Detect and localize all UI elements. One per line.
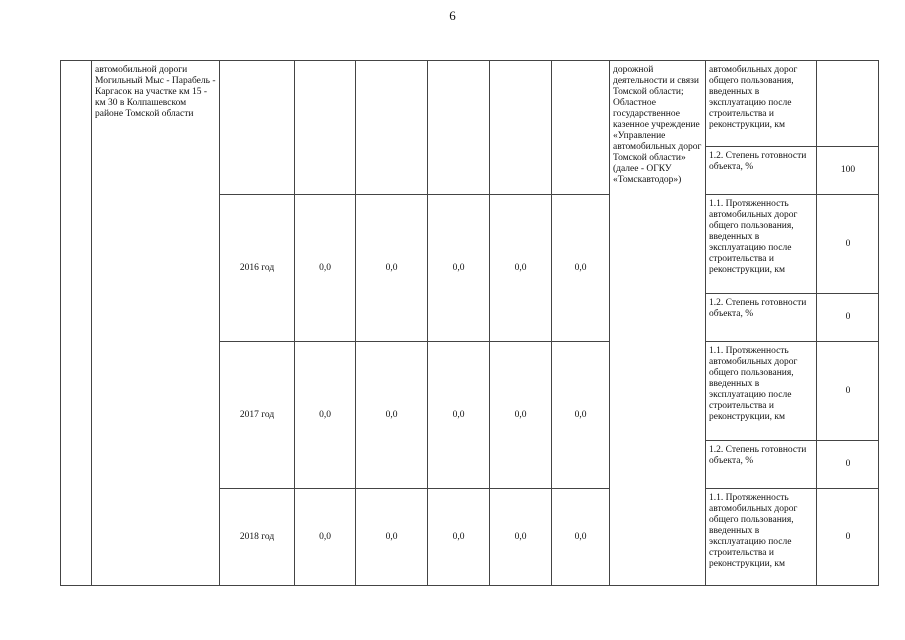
value: 0,0	[319, 532, 331, 542]
program-table	[60, 60, 879, 586]
indicator-value: 0	[845, 238, 851, 249]
value-cell	[489, 488, 551, 586]
indicator-value: 100	[840, 165, 856, 175]
indicator-value-cell	[816, 293, 879, 341]
indicator-label: 1.2. Степень готовности объекта, %	[709, 298, 807, 319]
value-cell	[355, 488, 427, 586]
value-cell	[355, 194, 427, 341]
responsible-text: дорожной деятельности и связи Томской области; Областное государственное казенное учреждение «Управление автомобильных дорог Томской области» (далее - ОГКУ «Томскавтодор»)	[613, 65, 702, 185]
value-cell-continued	[551, 60, 609, 194]
value: 0,0	[574, 262, 587, 273]
value-cell	[294, 194, 355, 341]
value: 0,0	[514, 409, 527, 420]
value: 0,0	[319, 409, 331, 420]
year-label: 2016 год	[239, 262, 275, 273]
indicator-label-cell	[705, 293, 816, 341]
value-cell	[294, 488, 355, 586]
indicator-value-cell	[816, 146, 879, 194]
value: 0,0	[452, 262, 465, 273]
value-cell-continued	[489, 60, 551, 194]
year-cell-continued	[219, 60, 294, 194]
value: 0,0	[452, 409, 465, 420]
indicator-label-cell	[705, 60, 816, 146]
value-cell-continued	[294, 60, 355, 194]
value: 0,0	[574, 532, 587, 542]
value: 0,0	[574, 409, 587, 420]
value: 0,0	[319, 262, 331, 273]
responsible-cell	[609, 60, 705, 586]
indicator-label: 1.1. Протяженность автомобильных дорог общего пользования, введенных в эксплуатацию после строительства и реконструкции, км	[709, 199, 798, 275]
year-label: 2018 год	[239, 532, 275, 542]
year-cell	[219, 194, 294, 341]
indicator-value-cell	[816, 60, 879, 146]
value-cell	[551, 488, 609, 586]
year-label: 2017 год	[239, 409, 275, 420]
object-name-cell	[91, 60, 219, 586]
indicator-value-cell	[816, 194, 879, 293]
indicator-value-cell	[816, 341, 879, 440]
value-cell	[551, 194, 609, 341]
indicator-value-cell	[816, 488, 879, 586]
indicator-label: 1.1. Протяженность автомобильных дорог общего пользования, введенных в эксплуатацию после строительства и реконструкции, км	[709, 493, 798, 569]
row-number-cell	[60, 60, 91, 586]
value-cell	[489, 341, 551, 488]
value-cell	[427, 194, 489, 341]
indicator-label-cell	[705, 341, 816, 440]
indicator-value: 0	[845, 312, 851, 322]
indicator-value: 0	[845, 385, 851, 396]
indicator-label: 1.2. Степень готовности объекта, %	[709, 151, 807, 172]
indicator-label-cell	[705, 440, 816, 488]
value: 0,0	[514, 532, 527, 542]
value-cell	[489, 194, 551, 341]
page-number: 6	[449, 8, 456, 23]
indicator-label: 1.2. Степень готовности объекта, %	[709, 445, 807, 466]
object-name: автомобильной дороги Могильный Мыс - Парабель - Каргасок на участке км 15 - км 30 в Колпашевском районе Томской области	[95, 65, 216, 119]
indicator-label-cell	[705, 146, 816, 194]
value: 0,0	[514, 262, 527, 273]
value-cell	[427, 488, 489, 586]
year-cell	[219, 488, 294, 586]
indicator-value: 0	[845, 532, 851, 542]
indicator-value: 0	[845, 459, 851, 469]
value-cell	[355, 341, 427, 488]
indicator-label: 1.1. Протяженность автомобильных дорог общего пользования, введенных в эксплуатацию после строительства и реконструкции, км	[709, 346, 798, 422]
value: 0,0	[452, 532, 465, 542]
value-cell	[427, 341, 489, 488]
indicator-label-cell	[705, 194, 816, 293]
indicator-label-cell	[705, 488, 816, 586]
value-cell-continued	[355, 60, 427, 194]
value-cell	[294, 341, 355, 488]
year-cell	[219, 341, 294, 488]
value: 0,0	[385, 409, 398, 420]
indicator-label: автомобильных дорог общего пользования, введенных в эксплуатацию после строительства и реконструкции, км	[709, 65, 798, 130]
value-cell-continued	[427, 60, 489, 194]
value-cell	[551, 341, 609, 488]
value: 0,0	[385, 532, 398, 542]
indicator-value-cell	[816, 440, 879, 488]
value: 0,0	[385, 262, 398, 273]
